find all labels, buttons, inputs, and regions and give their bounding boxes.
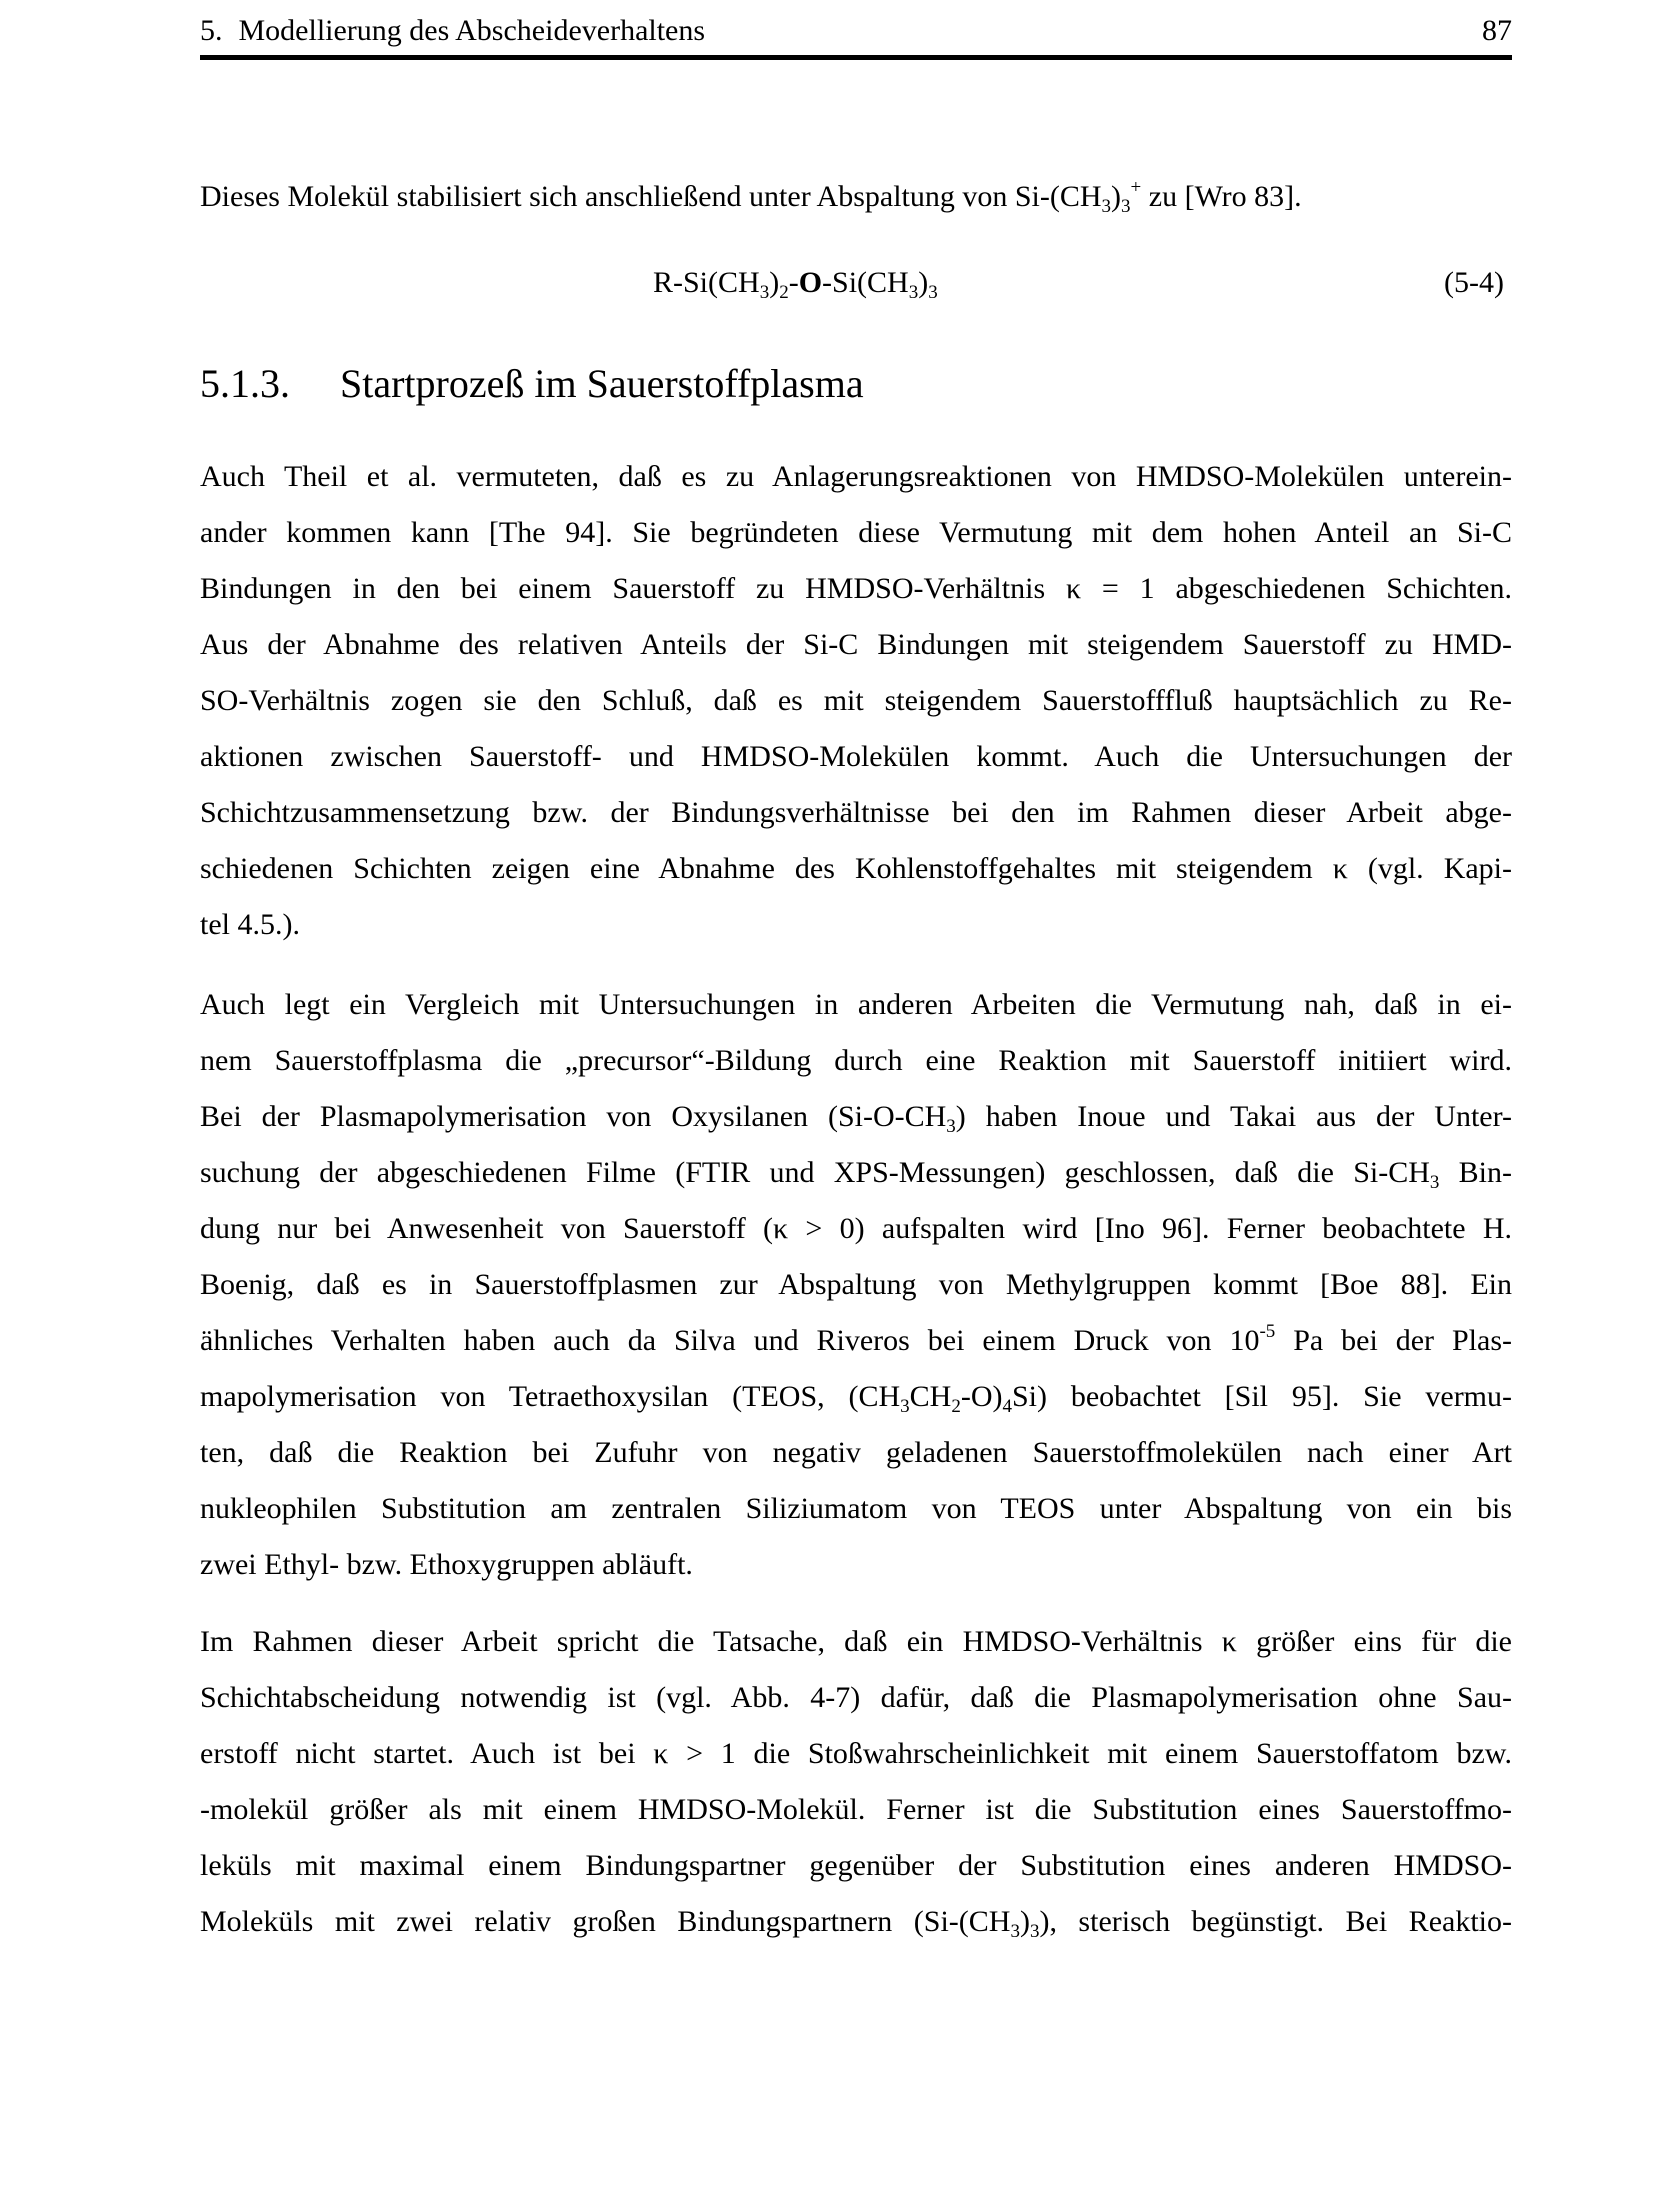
text-line: dung nur bei Anwesenheit von Sauerstoff (κ > 0) aufspalten wird [Ino 96]. Ferner beobachtete H. <box>200 1212 1512 1245</box>
section-title: Startprozeß im Sauerstoffplasma <box>340 361 864 406</box>
body-paragraph-2 <box>200 977 1512 1593</box>
page-header <box>200 14 1512 48</box>
text-line: schiedenen Schichten zeigen eine Abnahme des Kohlenstoffgehaltes mit steigendem κ (vgl. Kapi- <box>200 852 1512 885</box>
text-line: Auch legt ein Vergleich mit Untersuchungen in anderen Arbeiten die Vermutung nah, daß in ei- <box>200 988 1512 1021</box>
text-line: erstoff nicht startet. Auch ist bei κ > 1 die Stoßwahrscheinlichkeit mit einem Sauerstoffatom bzw. <box>200 1737 1512 1770</box>
text-line: Bei der Plasmapolymerisation von Oxysilanen $(Si-O-CH_3)$ haben Inoue und Takai aus der Unter- <box>200 1100 1512 1137</box>
text-line: tel 4.5.). <box>200 908 300 941</box>
text-line: Moleküls mit zwei relativ großen Bindungspartnern $(Si-(CH_3)_3)$, sterisch begünstigt. Bei Reaktio- <box>200 1905 1512 1942</box>
text-line: Im Rahmen dieser Arbeit spricht die Tatsache, daß ein HMDSO-Verhältnis κ größer eins für die <box>200 1625 1512 1658</box>
text-line: Boenig, daß es in Sauerstoffplasmen zur Abspaltung von Methylgruppen kommt [Boe 88]. Ein <box>200 1268 1512 1301</box>
text-line: suchung der abgeschiedenen Filme (FTIR und XPS-Messungen) geschlossen, daß die $Si-CH_3$ Bin- <box>200 1156 1512 1193</box>
equation-number: (5-4) <box>1444 266 1504 299</box>
equation-formula: $R-Si(CH_3)_2-O-Si(CH_3)_3$ <box>653 266 938 303</box>
text-line: nem Sauerstoffplasma die „precursor“-Bildung durch eine Reaktion mit Sauerstoff initiiert wird. <box>200 1044 1512 1077</box>
text-line: ähnliches Verhalten haben auch da Silva und Riveros bei einem Druck von $10^{-5}$ Pa bei der Plas- <box>200 1321 1512 1357</box>
text-line: SO-Verhältnis zogen sie den Schluß, daß es mit steigendem Sauerstofffluß hauptsächlich zu Re- <box>200 684 1512 717</box>
text-line: Auch Theil et al. vermuteten, daß es zu Anlagerungsreaktionen von HMDSO-Molekülen unterein- <box>200 460 1512 493</box>
chapter-number: 5. <box>200 14 223 47</box>
header-rule <box>200 55 1512 60</box>
intro-paragraph: Dieses Molekül stabilisiert sich anschließend unter Abspaltung von $Si-(CH_3)_3^+$ zu [Wro 83]. <box>200 177 1302 217</box>
section-number: 5.1.3. <box>200 361 290 406</box>
body-paragraph-1 <box>200 449 1512 953</box>
text-line: ander kommen kann [The 94]. Sie begründeten diese Vermutung mit dem hohen Anteil an Si-C <box>200 516 1512 549</box>
text-line: Schichtabscheidung notwendig ist (vgl. Abb. 4-7) dafür, daß die Plasmapolymerisation ohne Sau- <box>200 1681 1512 1714</box>
text-line: Schichtzusammensetzung bzw. der Bindungsverhältnisse bei den im Rahmen dieser Arbeit abge- <box>200 796 1512 829</box>
text-line: Aus der Abnahme des relativen Anteils der Si-C Bindungen mit steigendem Sauerstoff zu HMD- <box>200 628 1512 661</box>
text-line: ten, daß die Reaktion bei Zufuhr von negativ geladenen Sauerstoffmolekülen nach einer Art <box>200 1436 1512 1469</box>
equation-block <box>200 255 1512 311</box>
text-line: Bindungen in den bei einem Sauerstoff zu HMDSO-Verhältnis κ = 1 abgeschiedenen Schichten. <box>200 572 1512 605</box>
section-heading <box>200 356 1512 412</box>
page-number: 87 <box>1482 14 1512 47</box>
chapter-title: Modellierung des Abscheideverhaltens <box>238 14 706 47</box>
text-line: mapolymerisation von Tetraethoxysilan (TEOS, $(CH_3CH_2-O)_4Si$) beobachtet [Sil 95]. Sie vermu- <box>200 1380 1513 1417</box>
text-line: nukleophilen Substitution am zentralen Siliziumatom von TEOS unter Abspaltung von ein bis <box>200 1492 1512 1525</box>
text-line: zwei Ethyl- bzw. Ethoxygruppen abläuft. <box>200 1548 693 1581</box>
text-line: leküls mit maximal einem Bindungspartner gegenüber der Substitution eines anderen HMDSO- <box>200 1849 1512 1882</box>
text-line: -molekül größer als mit einem HMDSO-Molekül. Ferner ist die Substitution eines Sauerstoffmo- <box>200 1793 1512 1826</box>
text-line: aktionen zwischen Sauerstoff- und HMDSO-Molekülen kommt. Auch die Untersuchungen der <box>200 740 1512 773</box>
body-paragraph-3 <box>200 1614 1512 1950</box>
